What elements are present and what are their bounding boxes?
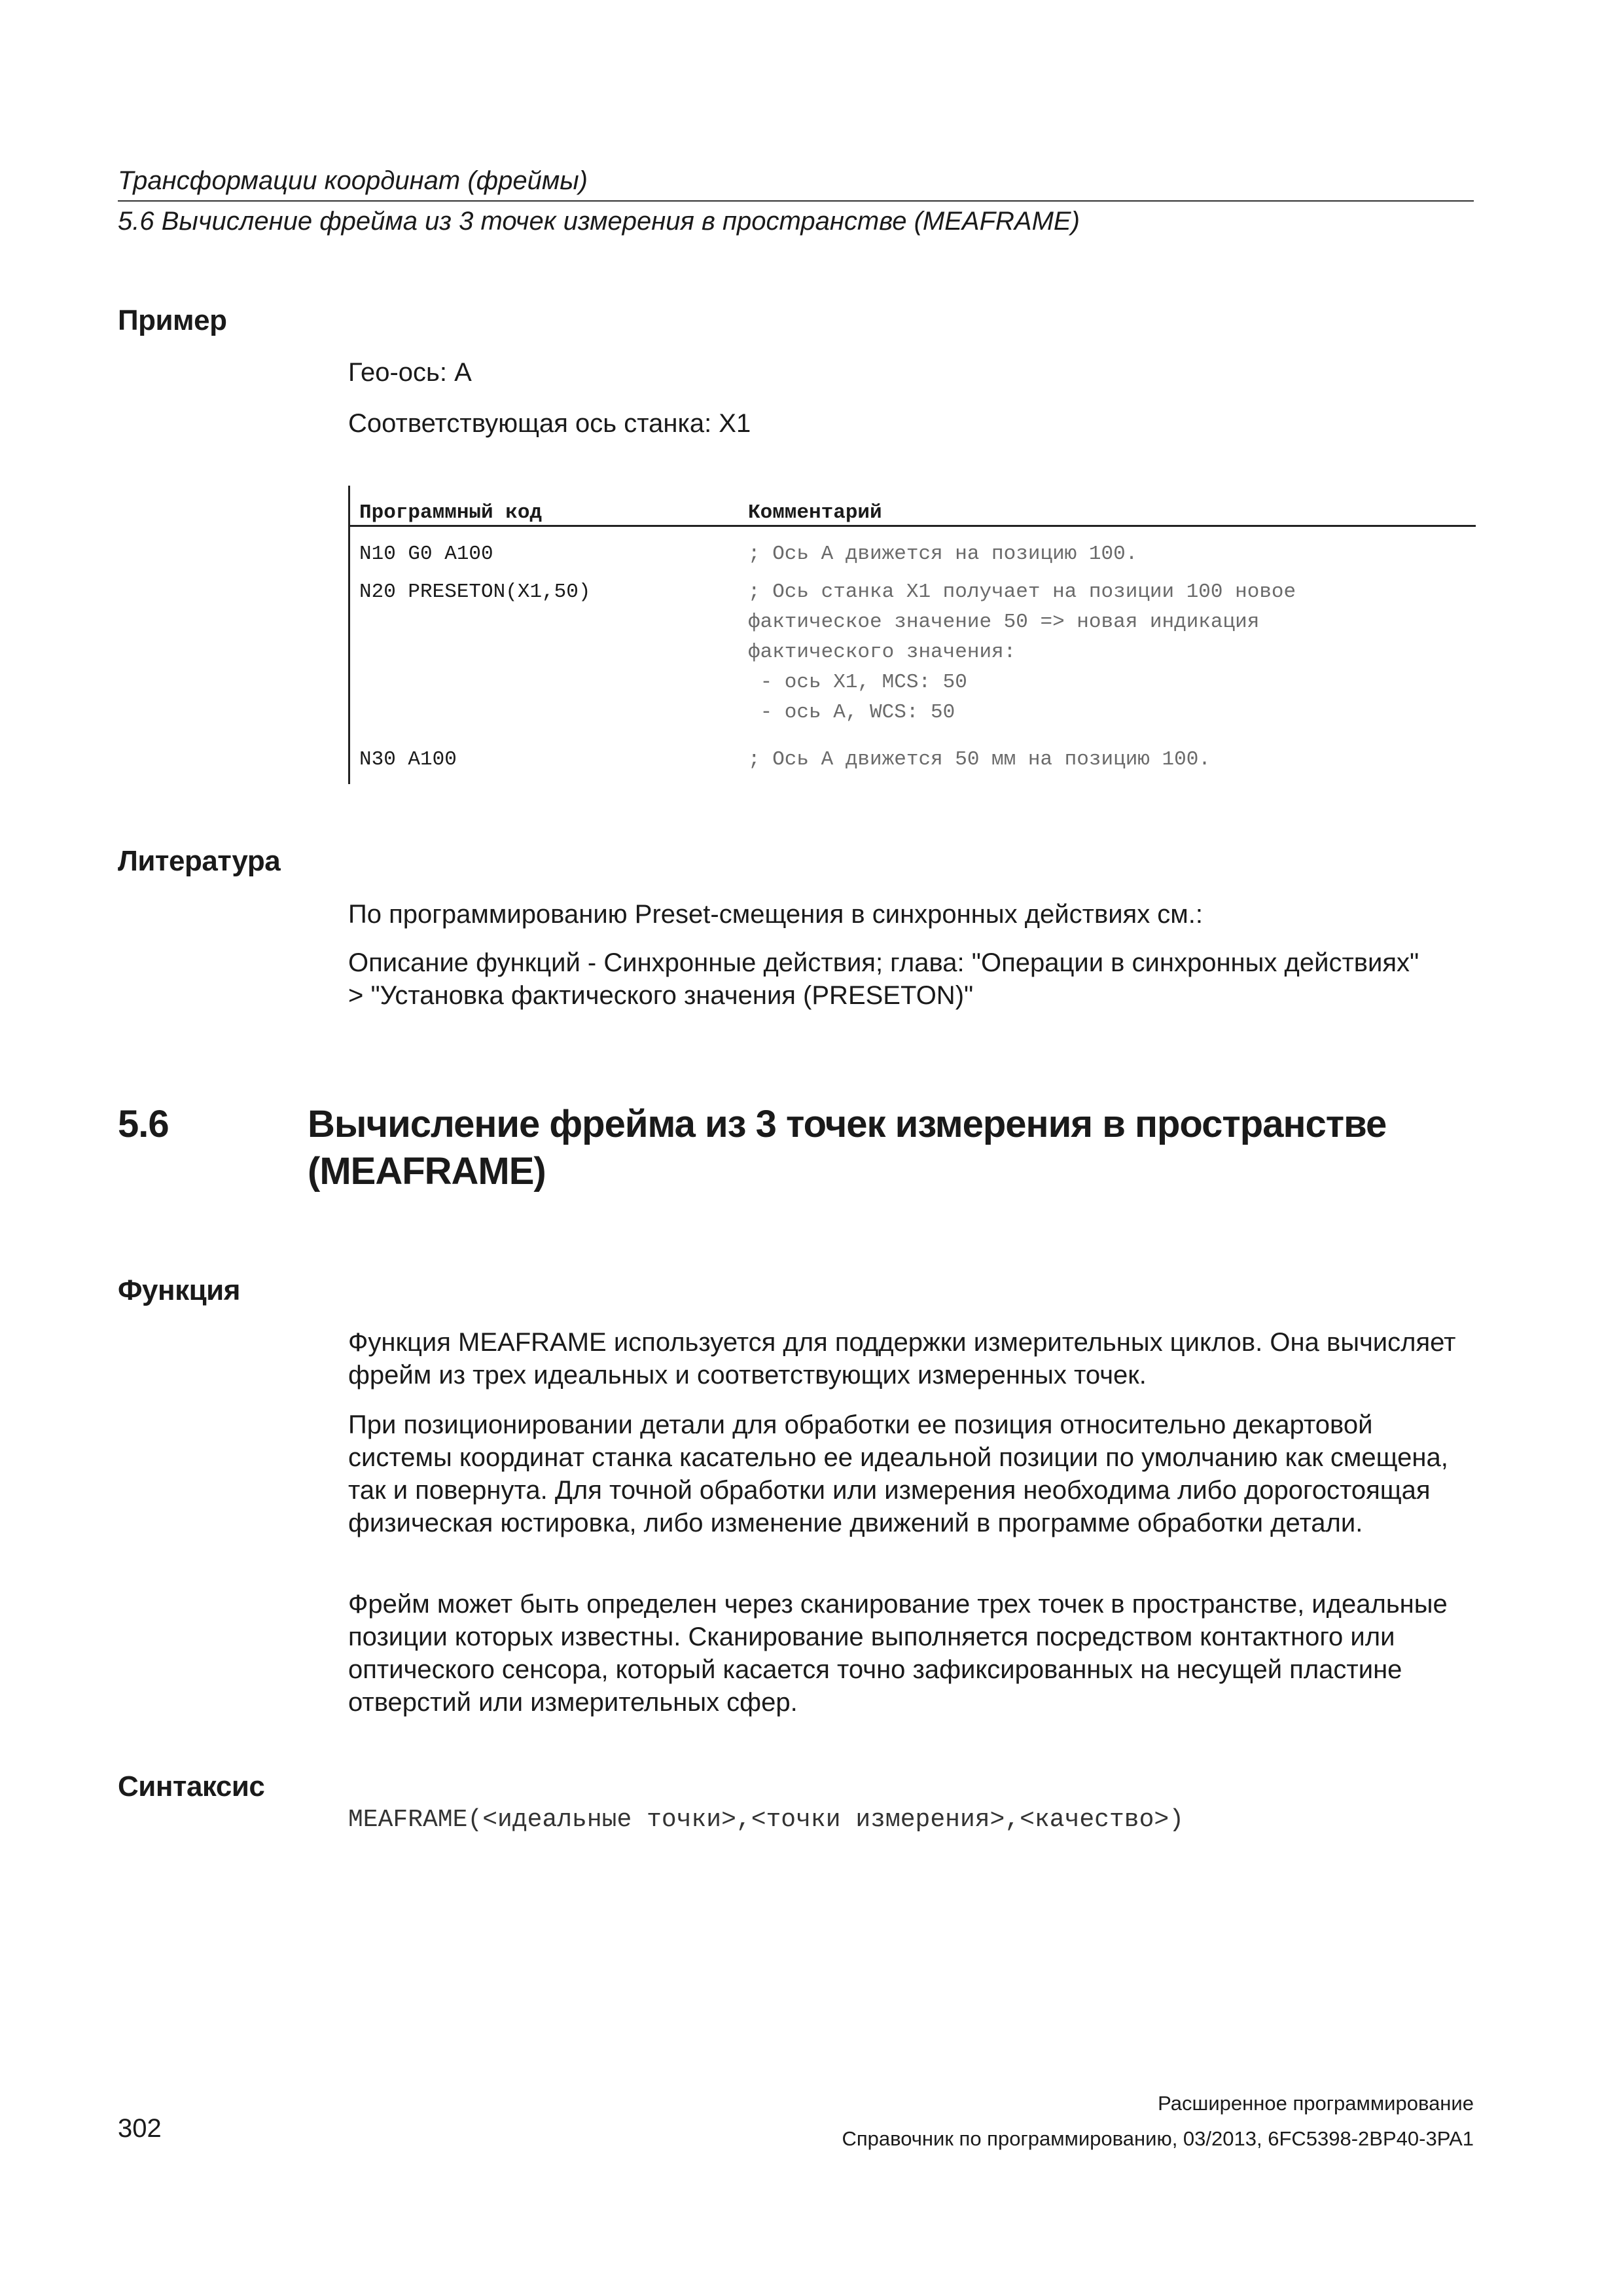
syntax-heading: Синтаксис	[118, 1770, 265, 1803]
comment-line-n10: ; Ось A движется на позицию 100.	[748, 543, 1138, 565]
table-header-divider	[350, 525, 1476, 527]
function-paragraph-3: Фрейм может быть определен через сканирование трех точек в пространстве, идеальные позиции которых известны. Сканирование выполняется посредством контактного или оптического сенсора, который касается точно зафиксированных на несущей пластине отверстий или измерительных сфер.	[348, 1590, 1448, 1717]
example-heading: Пример	[118, 304, 227, 336]
function-paragraph-1: Функция MEAFRAME используется для поддержки измерительных циклов. Она вычисляет фрейм из трех идеальных и соответствующих измеренных точек.	[348, 1328, 1456, 1390]
code-line-n20: N20 PRESETON(X1,50)	[359, 581, 591, 603]
machine-axis-text: Соответствующая ось станка: X1	[348, 409, 751, 438]
header-divider	[118, 200, 1474, 202]
code-column-header: Программный код	[359, 501, 543, 524]
running-header-chapter: Трансформации координат (фреймы)	[118, 166, 588, 195]
code-table	[348, 486, 1476, 784]
literature-text-1: По программированию Preset-смещения в синхронных действиях см.:	[348, 900, 1204, 929]
literature-text-2: Описание функций - Синхронные действия; глава: "Операции в синхронных действиях" > "Установка фактического значения (PRESETON)"	[348, 948, 1419, 1010]
literature-heading: Литература	[118, 845, 281, 877]
syntax-code: MEAFRAME(<идеальные точки>,<точки измерения>,<качество>)	[348, 1806, 1185, 1834]
page-number: 302	[118, 2114, 162, 2143]
comment-line-n30: ; Ось A движется 50 мм на позицию 100.	[748, 748, 1211, 771]
section-number: 5.6	[118, 1103, 169, 1145]
code-line-n10: N10 G0 A100	[359, 543, 493, 565]
function-heading: Функция	[118, 1274, 240, 1306]
code-line-n30: N30 A100	[359, 748, 457, 771]
geo-axis-text: Гео-ось: A	[348, 358, 472, 387]
running-header-section: 5.6 Вычисление фрейма из 3 точек измерения в пространстве (MEAFRAME)	[118, 207, 1080, 236]
comment-column-header: Комментарий	[748, 501, 882, 524]
footer-manual-info: Справочник по программированию, 03/2013, 6FC5398-2BP40-3PA1	[842, 2127, 1474, 2150]
section-title: Вычисление фрейма из 3 точек измерения в пространстве (MEAFRAME)	[308, 1103, 1387, 1193]
comment-line-n20: ; Ось станка X1 получает на позиции 100 новое фактическое значение 50 => новая индикация фактического значения: - ось X1, MCS: 50 - ось A, WCS: 50	[748, 581, 1296, 724]
function-paragraph-2: При позиционировании детали для обработки ее позиция относительно декартовой системы координат станка касательно ее идеальной позиции по умолчанию как смещена, так и повернута. Для точной обработки или измерения необходима либо дорогостоящая физическая юстировка, либо изменение движений в программе обработки детали.	[348, 1410, 1448, 1537]
footer-book-title: Расширенное программирование	[1158, 2092, 1474, 2115]
